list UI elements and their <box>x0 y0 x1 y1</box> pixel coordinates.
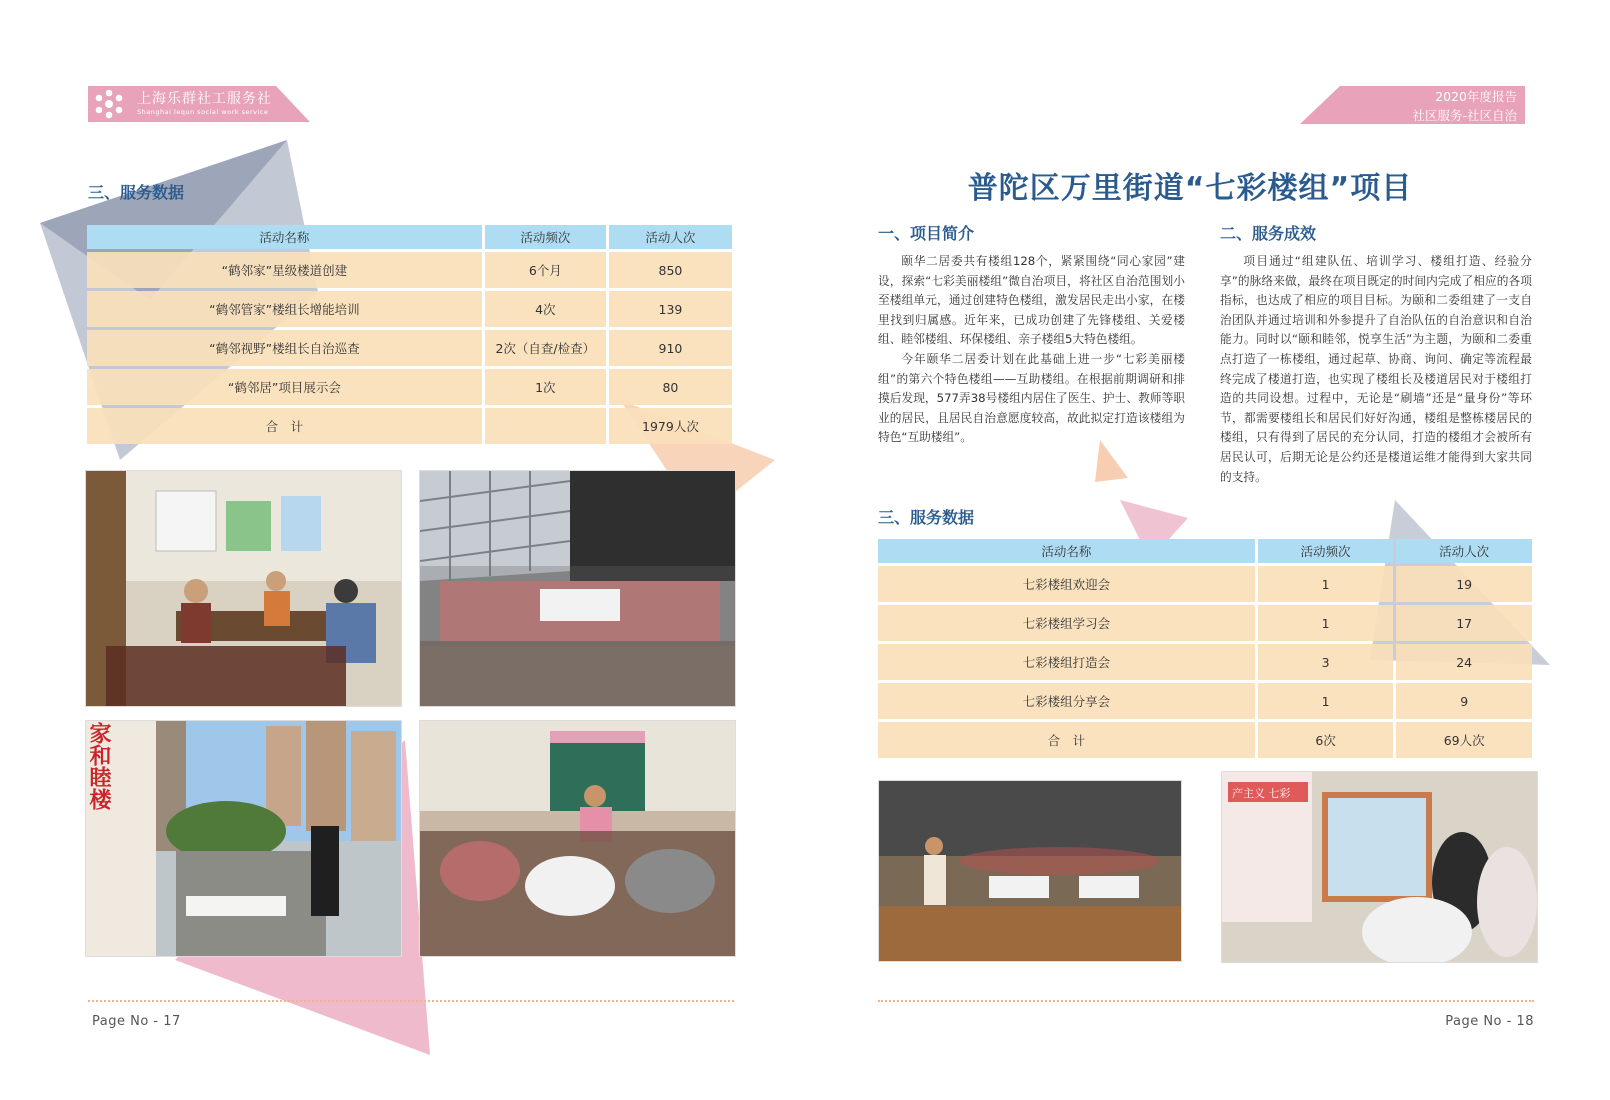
right-data-table <box>875 536 1535 761</box>
col-header-attendance: 活动人次 <box>609 225 732 249</box>
table-row <box>87 291 732 327</box>
cell-attendance: 80 <box>609 369 732 405</box>
report-year: 2020年度报告 <box>1435 89 1517 104</box>
cell-frequency: 4次 <box>485 291 606 327</box>
col-header-frequency: 活动频次 <box>485 225 606 249</box>
cell-total-label: 合 计 <box>878 722 1255 758</box>
table-row <box>878 644 1532 680</box>
results-text <box>1220 252 1532 487</box>
cell-attendance: 850 <box>609 252 732 288</box>
table-row <box>87 330 732 366</box>
intro-heading: 一、项目简介 <box>878 224 975 243</box>
report-section: 社区服务-社区自治 <box>1412 108 1517 123</box>
data-heading: 三、服务数据 <box>878 508 975 527</box>
cell-frequency: 1 <box>1258 605 1394 641</box>
left-footer-divider <box>88 1000 734 1002</box>
poster-text: 产主义 七彩 <box>1232 787 1291 800</box>
cell-total-frequency: 6次 <box>1258 722 1394 758</box>
cell-attendance: 139 <box>609 291 732 327</box>
cell-activity: 七彩楼组打造会 <box>878 644 1255 680</box>
photo-meeting-room <box>85 470 402 707</box>
table-row <box>878 683 1532 719</box>
cell-attendance: 9 <box>1396 683 1532 719</box>
cell-total-attendance: 1979人次 <box>609 408 732 444</box>
left-section-title: 三、服务数据 <box>88 183 185 202</box>
cell-frequency: 2次（自查/检查） <box>485 330 606 366</box>
cell-frequency: 6个月 <box>485 252 606 288</box>
org-name: 上海乐群社工服务社 <box>137 91 272 107</box>
right-footer-divider <box>878 1000 1534 1002</box>
col-header-name: 活动名称 <box>878 539 1255 563</box>
photo-group-outdoor <box>419 470 736 707</box>
col-header-frequency: 活动频次 <box>1258 539 1394 563</box>
cell-frequency: 1 <box>1258 683 1394 719</box>
cell-total-label: 合 计 <box>87 408 482 444</box>
cell-activity: “鹤邻居”项目展示会 <box>87 369 482 405</box>
intro-paragraph: 今年颐华二居委计划在此基础上进一步“七彩美丽楼组”的第六个特色楼组——互助楼组。在根据前期调研和排摸后发现，577弄38号楼组内居住了医生、护士、教师等职业的居民，且居民自治意愿度较高，故此拟定打造该楼组为特色“互助楼组”。 <box>878 351 1185 445</box>
photo-banner-text: 家和睦楼 <box>86 722 111 810</box>
table-row <box>87 369 732 405</box>
table-total-row <box>878 722 1532 758</box>
photo-classroom-workshop <box>419 720 736 957</box>
table-row <box>87 252 732 288</box>
cell-total-frequency <box>485 408 606 444</box>
table-row <box>878 605 1532 641</box>
table-header-row <box>878 539 1532 563</box>
cell-activity: 七彩楼组分享会 <box>878 683 1255 719</box>
intro-text <box>878 252 1185 448</box>
intro-paragraph: 颐华二居委共有楼组128个，紧紧围绕“同心家园”建设，探索“七彩美丽楼组”微自治项目，将社区自治范围划小至楼组单元，通过创建特色楼组，激发居民走出小家，在楼里找到归属感。近年来，已成功创建了先锋楼组、关爱楼组、睦邻楼组、环保楼组、亲子楼组5大特色楼组。 <box>878 254 1185 347</box>
cell-frequency: 1 <box>1258 566 1394 602</box>
cell-frequency: 3 <box>1258 644 1394 680</box>
table-row <box>878 566 1532 602</box>
photo-activity-hall <box>878 780 1182 962</box>
cell-attendance: 17 <box>1396 605 1532 641</box>
table-total-row <box>87 408 732 444</box>
cell-activity: 七彩楼组欢迎会 <box>878 566 1255 602</box>
cell-activity: “鹤邻视野”楼组长自治巡查 <box>87 330 482 366</box>
results-paragraph: 项目通过“组建队伍、培训学习、楼组打造、经验分享”的脉络来做，最终在项目既定的时间内完成了相应的各项指标，也达成了相应的项目目标。为颐和二委组建了一支自治团队并通过培训和外参提升了自治队伍的自治意识和自治能力。同时以“颐和睦邻，悦享生活”为主题，为颐和二委重点打造了一栋楼组，通过起草、协商、询问、确定等流程最终完成了楼道打造，也实现了楼组长及楼道居民对于楼组打造的共同设想。过程中，无论是“刷墙”还是“量身份”等环节，都需要楼组长和居民们好好沟通，楼组是整栋楼居民的楼组，只有得到了居民的充分认同，打造的楼组才会被所有居民认可，后期无论是公约还是楼道运维才能得到大家共同的支持。 <box>1220 254 1532 484</box>
cell-attendance: 910 <box>609 330 732 366</box>
left-page-number: Page No - 17 <box>92 1014 181 1029</box>
cell-activity: “鹤邻家”星级楼道创建 <box>87 252 482 288</box>
cell-attendance: 19 <box>1396 566 1532 602</box>
cell-total-attendance: 69人次 <box>1396 722 1532 758</box>
cell-attendance: 24 <box>1396 644 1532 680</box>
table-header-row <box>87 225 732 249</box>
cell-frequency: 1次 <box>485 369 606 405</box>
cell-activity: 七彩楼组学习会 <box>878 605 1255 641</box>
right-page-number: Page No - 18 <box>1445 1014 1534 1029</box>
photo-garden-building <box>85 720 402 957</box>
cell-activity: “鹤邻管家”楼组长增能培训 <box>87 291 482 327</box>
page-title: 普陀区万里街道“七彩楼组”项目 <box>967 171 1413 206</box>
col-header-attendance: 活动人次 <box>1396 539 1532 563</box>
photo-poster-board <box>1221 771 1538 963</box>
results-heading: 二、服务成效 <box>1220 224 1317 243</box>
left-data-table <box>84 222 735 447</box>
org-logo-icon <box>94 87 124 121</box>
org-name-en: Shanghai lequn social work service <box>137 108 269 116</box>
col-header-name: 活动名称 <box>87 225 482 249</box>
